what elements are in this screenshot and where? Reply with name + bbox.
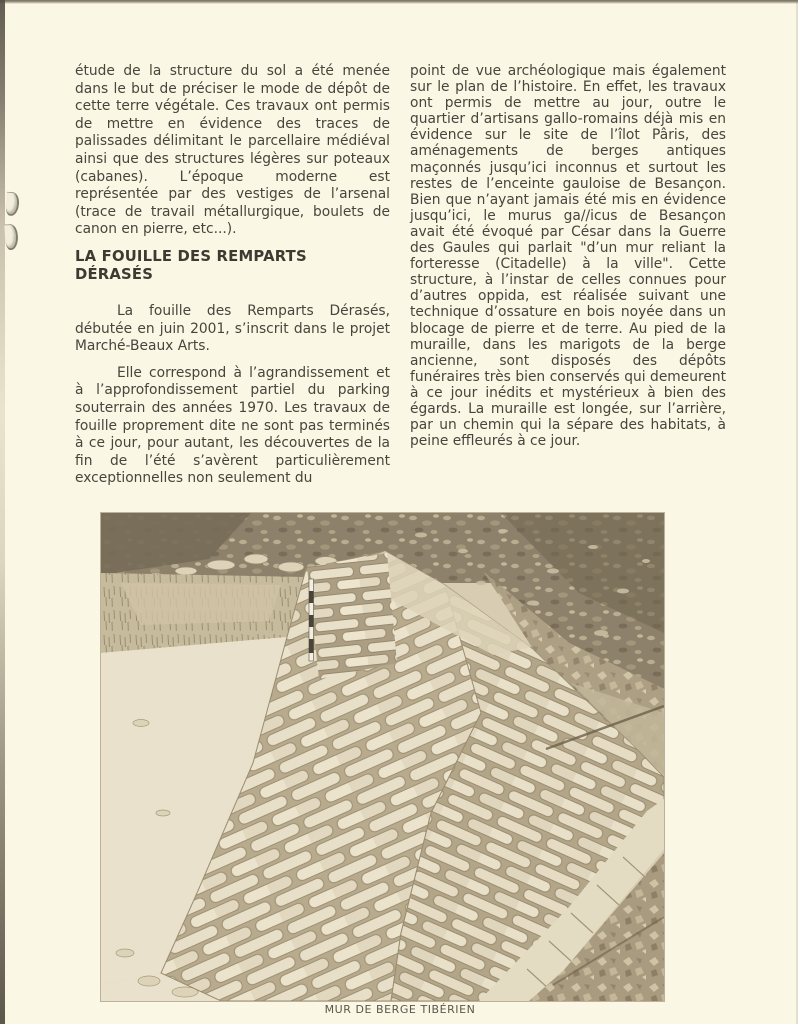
staple-mark: [5, 192, 20, 217]
staple-mark: [4, 224, 18, 251]
text-columns: [75, 63, 726, 497]
excavation-photo-illustration: [101, 513, 664, 1001]
paragraph-fouille: La fouille des Remparts Dérasés, débutée en juin 2001, s’inscrit dans le projet Marché-Beaux Arts.: [75, 302, 390, 355]
scan-edge-left: [0, 0, 5, 1024]
photo-caption: MUR DE BERGE TIBÉRIEN: [324, 1003, 476, 1016]
section-heading: LA FOUILLE DES REMPARTS DÉRASÉS: [75, 247, 307, 283]
survey-rod: [309, 579, 314, 661]
column-right: [410, 63, 726, 497]
paragraph-elle: Elle correspond à l’agrandissement et à l’approfondissement partiel du parking souterrain des années 1970. Les travaux de fouille proprement dite ne sont pas terminés à ce jour, pour autant, les découvertes de la fin de l’été s’avèrent particulièrement exceptionnelles non seulement du: [75, 364, 390, 487]
paragraph-right: point de vue archéologique mais également sur le plan de l’histoire. En effet, les travaux ont permis de mettre au jour, outre le quartier d’artisans gallo-romains déjà mis en évidence sur le site de l’îlot Pâris, des aménagements de berges antiques maçonnés jusqu’ici inconnus et surtout les restes de l’enceinte gauloise de Besançon. Bien que n’ayant jamais été mis en évidence jusqu’ici, le murus ga//icus de Besançon avait été évoqué par César dans la Guerre des Gaules qui parlait "d’un mur reliant la forteresse (Citadelle) à la ville". Cette structure, à l’instar de celles connues pour d’autres oppida, est réalisée suivant une technique d’ossature en bois noyée dans un blocage de pierre et de terre. Au pied de la muraille, dans les marigots de la berge ancienne, sont disposés des dépôts funéraires très bien conservés qui demeurent à ce jour inédits et mystérieux à bien des égards. La muraille est longée, sur l’arrière, par un chemin qui la sépare des habitats, à peine effleurés à ce jour.: [410, 63, 726, 450]
column-left: [75, 63, 390, 497]
excavation-photo: [100, 512, 665, 1002]
scan-edge-top: [0, 0, 798, 4]
paragraph-continuation: étude de la structure du sol a été menée dans le but de préciser le mode de dépôt de cette terre végétale. Ces travaux ont permis de mettre en évidence des traces de palissades délimitant le parcellaire médiéval ainsi que des structures légères sur poteaux (cabanes). L’époque moderne est représentée par des vestiges de l’arsenal (trace de travail métallurgique, boulets de canon en pierre, etc...).: [75, 63, 390, 238]
